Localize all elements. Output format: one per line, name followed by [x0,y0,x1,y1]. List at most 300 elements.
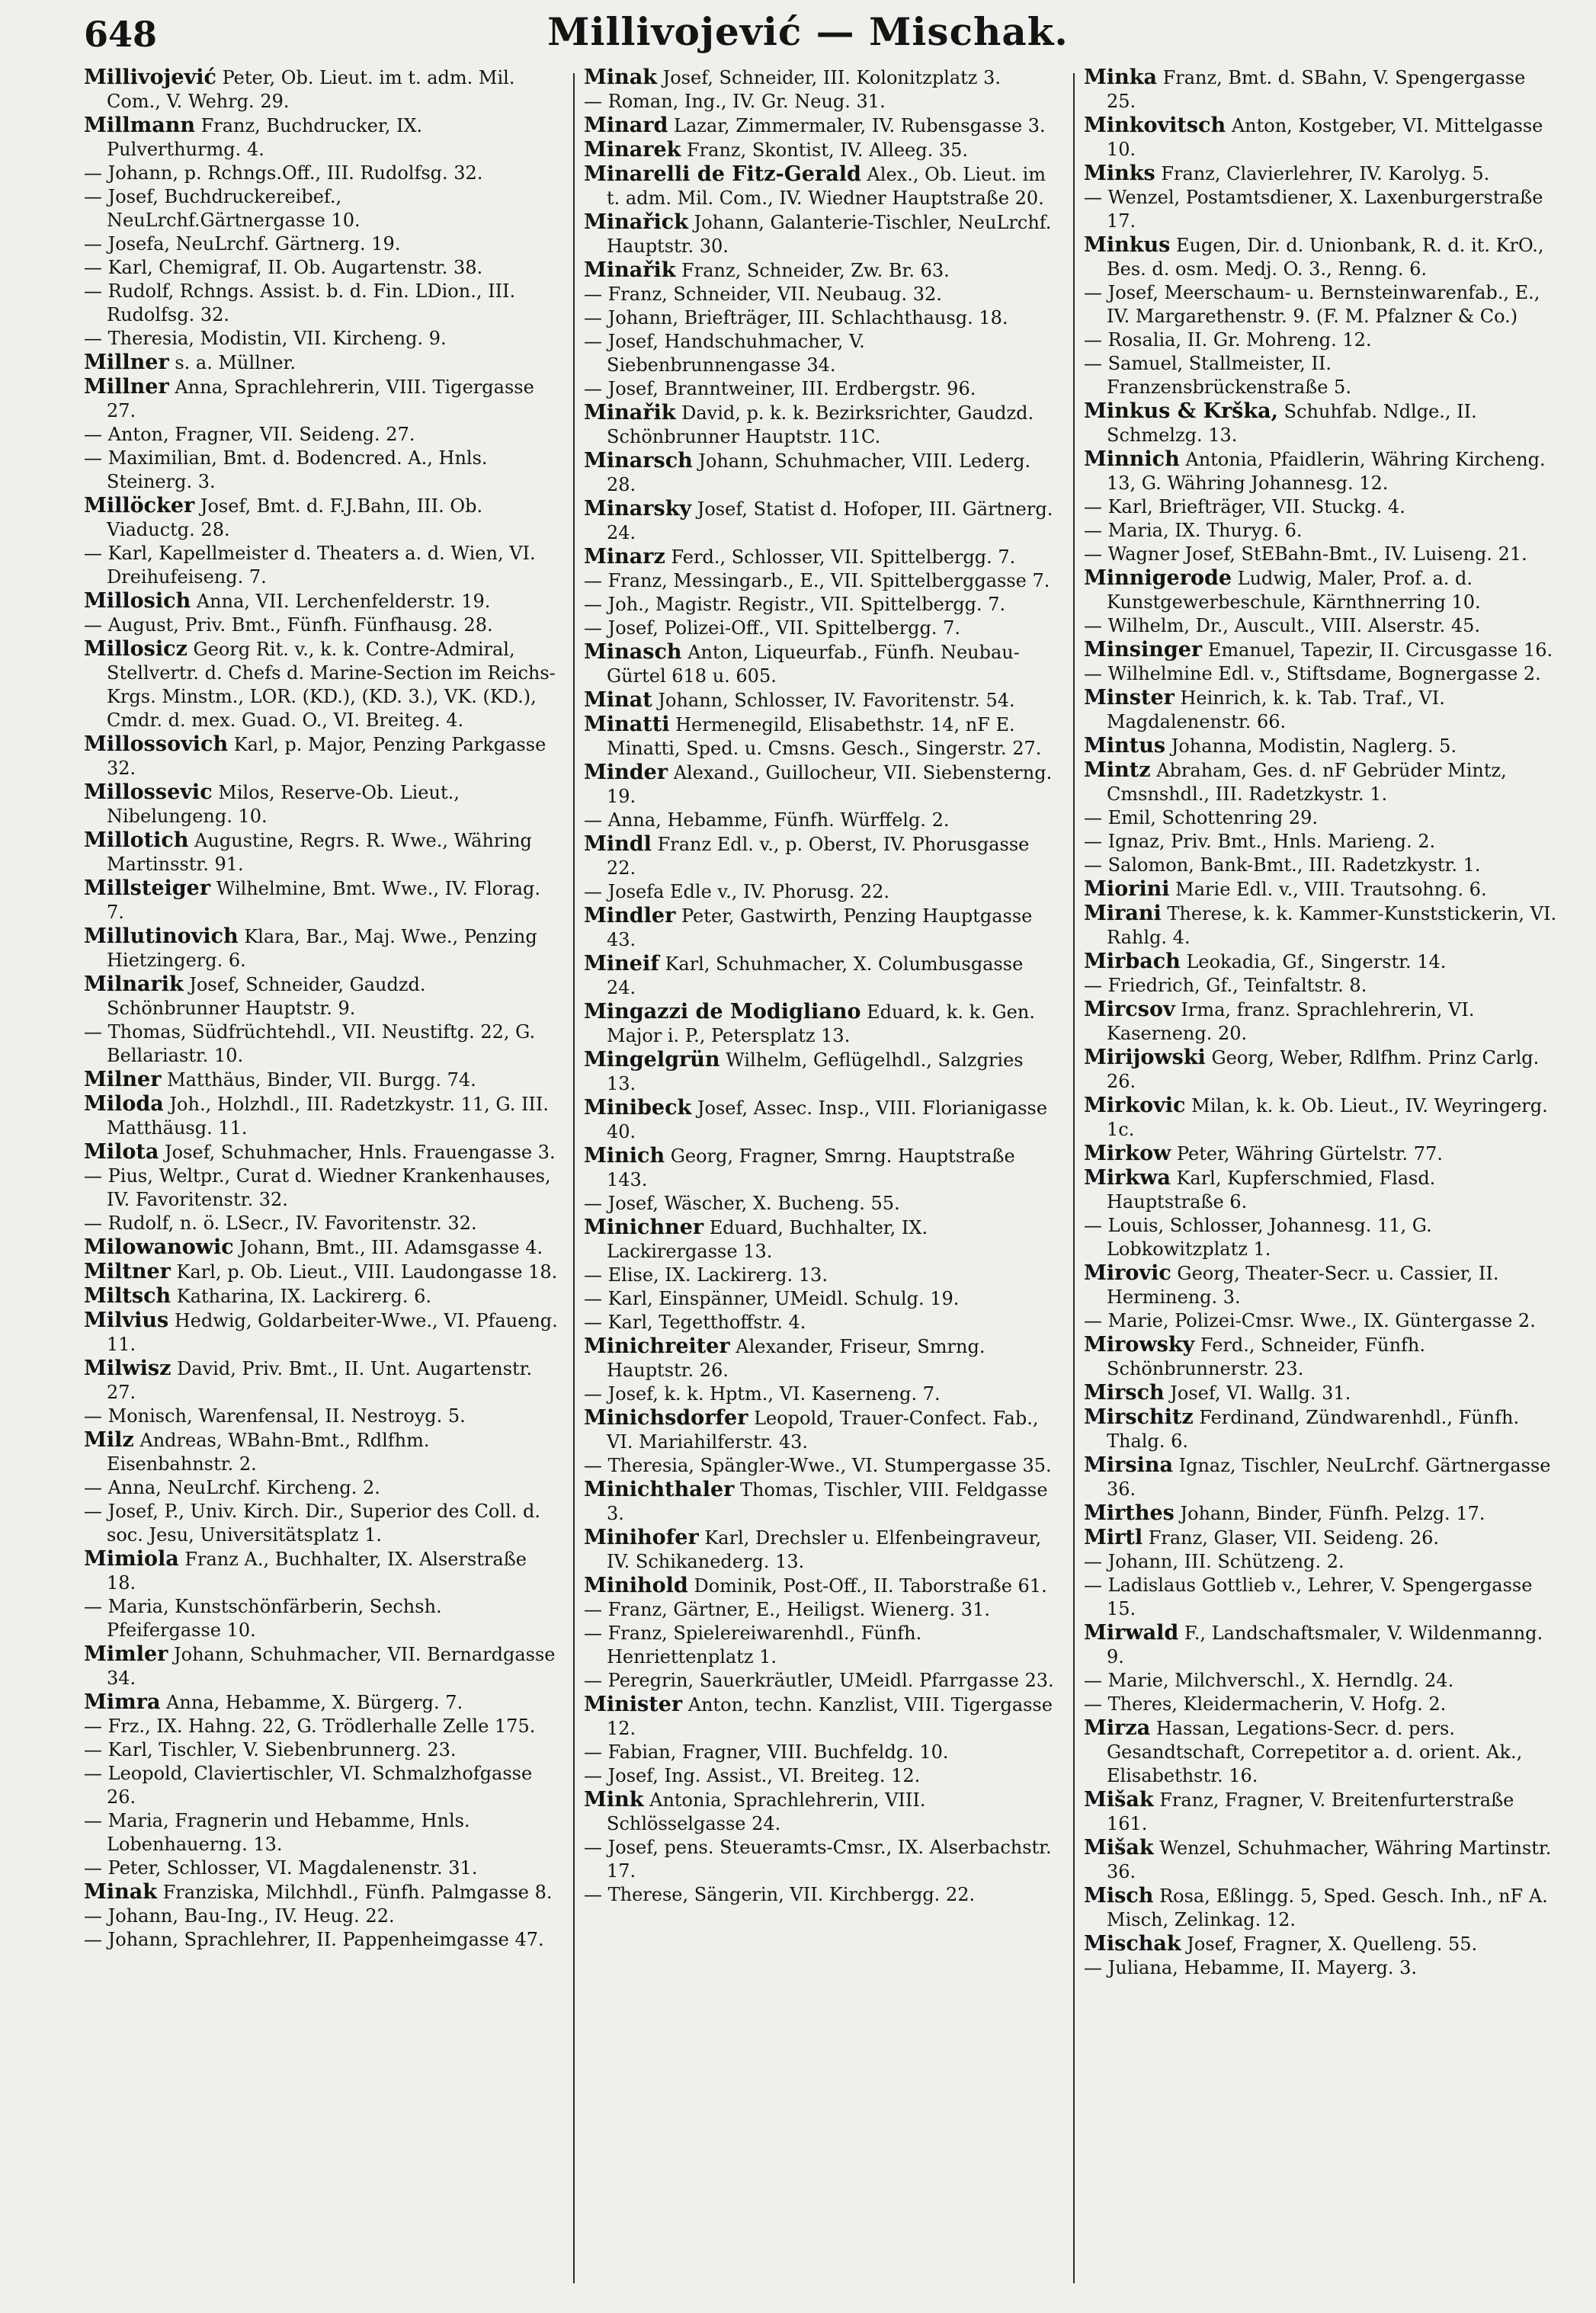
directory-entry [1084,877,1558,902]
entry-text: — Franz, Gärtner, E., Heiligst. Wienerg. 31. [584,1599,990,1620]
directory-entry [584,809,1058,832]
entry-surname: Millotich [84,828,189,852]
directory-entry [1084,66,1558,114]
entry-text: — August, Priv. Bmt., Fünfh. Fünfhausg. 28. [84,614,493,636]
directory-entry [84,1476,558,1500]
directory-entry [84,375,558,423]
directory-entry [584,1048,1058,1096]
entry-text: Hedwig, Goldarbeiter-Wwe., VI. Pfaueng. 11. [107,1310,558,1355]
directory-entry [1084,686,1558,734]
directory-entry [1084,543,1558,566]
entry-text: Franz, Clavierlehrer, IV. Karolyg. 5. [1161,163,1490,184]
directory-entry [584,1574,1058,1598]
entry-text: Hermenegild, Elisabethstr. 14, nF E. Minatti, Sped. u. Cmsns. Gesch., Singerstr. 27. [607,714,1042,759]
directory-entry [84,589,558,613]
directory-entry [1084,328,1558,352]
directory-entry [84,1092,558,1140]
entry-surname: Mirovic [1084,1261,1171,1285]
entry-text: Ferdinand, Zündwarenhdl., Fünfh. Thalg. 6. [1107,1407,1520,1452]
entry-text: Hassan, Legations-Secr. d. pers. Gesandtschaft, Correpetitor a. d. orient. Ak., Elisabethstr. 16. [1107,1718,1523,1786]
entry-surname: Mirowsky [1084,1333,1195,1357]
entry-surname: Mischak [1084,1932,1181,1956]
entry-surname: Minat [584,688,652,712]
entry-text: — Johann, Sprachlehrer, II. Pappenheimgasse 47. [84,1929,544,1950]
directory-entry [584,66,1058,90]
entry-surname: Mirschitz [1084,1405,1194,1429]
directory-entry [584,210,1058,258]
entry-text: — Rosalia, II. Gr. Mohreng. 12. [1084,329,1372,351]
entry-text: — Wilhelmine Edl. v., Stiftsdame, Bognergasse 2. [1084,663,1541,684]
directory-entry [84,732,558,780]
entry-text: Anna, Sprachlehrerin, VIII. Tigergasse 27. [107,376,534,421]
entry-text: — Frz., IX. Hahng. 22, G. Trödlerhalle Zelle 175. [84,1716,536,1737]
entry-surname: Minařik [584,401,676,424]
entry-surname: Miloda [84,1092,164,1116]
entry-surname: Mirthes [1084,1501,1175,1525]
entry-text: Rosa, Eßlingg. 5, Sped. Gesch. Inh., nF A. Misch, Zelinkag. 12. [1107,1885,1548,1930]
directory-entry [1084,1836,1558,1884]
entry-text: Anton, techn. Kanzlist, VIII. Tigergasse 12. [607,1694,1053,1739]
entry-surname: Milwisz [84,1357,171,1380]
entry-text: — Salomon, Bank-Bmt., III. Radetzkystr. 1. [1084,854,1481,876]
entry-text: Dominik, Post-Off., II. Taborstraße 61. [694,1575,1047,1597]
entry-text: Josef, Assec. Insp., VIII. Florianigasse 40. [607,1097,1048,1142]
entry-text: — Marie, Polizei-Cmsr. Wwe., IX. Güntergasse 2. [1084,1310,1536,1331]
entry-text: — Fabian, Fragner, VIII. Buchfeldg. 10. [584,1741,949,1763]
entry-text: — Marie, Milchverschl., X. Herndlg. 24. [1084,1670,1454,1691]
entry-surname: Mirtl [1084,1526,1143,1549]
entry-text: Franz Edl. v., p. Oberst, IV. Phorusgasse 22. [607,834,1030,879]
entry-surname: Mingelgrün [584,1048,720,1072]
directory-entry [1084,1261,1558,1309]
directory-entry [84,114,558,162]
directory-entry [584,1287,1058,1311]
directory-entry [584,904,1058,952]
entry-surname: Minarz [584,545,665,569]
entry-surname: Minkovitsch [1084,114,1226,137]
entry-text: — Franz, Schneider, VII. Neubaug. 32. [584,284,942,305]
entry-text: — Juliana, Hebamme, II. Mayerg. 3. [1084,1957,1418,1978]
entry-text: — Maria, Kunstschönfärberin, Sechsh. Pfeifergasse 10. [84,1596,442,1641]
directory-entry [84,637,558,732]
directory-entry [1084,1142,1558,1166]
entry-text: — Josef, Wäscher, X. Bucheng. 55. [584,1193,900,1214]
entry-text: — Karl, Chemigraf, II. Ob. Augartenstr. 38. [84,257,483,278]
entry-text: Heinrich, k. k. Tab. Traf., VI. Magdalenenstr. 66. [1107,687,1445,732]
directory-entry [584,1478,1058,1526]
entry-surname: Millivojević [84,66,216,89]
column-rule [1073,73,1075,2283]
entry-text: Josef, Schneider, Gaudzd. Schönbrunner Hauptstr. 9. [107,974,426,1019]
directory-entry [84,1405,558,1428]
directory-entry [584,162,1058,210]
entry-text: — Wagner Josef, StEBahn-Bmt., IV. Luiseng. 21. [1084,543,1527,565]
entry-surname: Mimiola [84,1547,179,1571]
entry-surname: Mircsov [1084,998,1175,1021]
entry-text: Franz, Fragner, V. Breitenfurterstraße 161. [1107,1789,1514,1834]
directory-entry [84,1547,558,1595]
directory-entry [584,1406,1058,1454]
directory-entry [1084,519,1558,543]
entry-surname: Minder [584,761,668,784]
entry-surname: Mirsch [1084,1381,1165,1405]
entry-surname: Millossovich [84,732,229,756]
entry-surname: Mindl [584,832,652,856]
entry-text: Eduard, k. k. Gen. Major i. P., Petersplatz 13. [607,1001,1035,1046]
entry-text: Joh., Holzhdl., III. Radetzkystr. 11, G. III. Matthäusg. 11. [107,1094,550,1139]
directory-entry [84,447,558,494]
entry-text: Ferd., Schneider, Fünfh. Schönbrunnerstr. 23. [1107,1334,1425,1379]
entry-text: Klara, Bar., Maj. Wwe., Penzing Hietzingerg. 6. [107,926,537,971]
entry-surname: Minarsch [584,449,693,473]
entry-text: Georg, Fragner, Smrng. Hauptstraße 143. [607,1145,1015,1190]
entry-surname: Millmann [84,114,195,137]
directory-entry [84,1428,558,1476]
entry-surname: Minnigerode [1084,566,1232,590]
directory-entry [1084,1884,1558,1932]
entry-text: — Wilhelm, Dr., Auscult., VIII. Alserstr. 45. [1084,615,1481,636]
directory-entry [1084,114,1558,162]
entry-surname: Milner [84,1068,162,1091]
entry-text: — Theres, Kleidermacherin, V. Hofg. 2. [1084,1693,1447,1715]
entry-text: Franz, Bmt. d. SBahn, V. Spengergasse 25. [1107,67,1526,112]
entry-surname: Minichsdorfer [584,1406,748,1430]
entry-text: Johann, Schuhmacher, VII. Bernardgasse 34. [107,1644,556,1689]
directory-entry [1084,1550,1558,1574]
directory-entry [84,1928,558,1952]
directory-entry [584,114,1058,138]
directory-entry [584,258,1058,283]
entry-text: — Leopold, Claviertischler, VI. Schmalzhofgasse 26. [84,1763,533,1808]
entry-surname: Millner [84,351,169,374]
entry-surname: Miorini [1084,877,1170,901]
directory-entry [84,1738,558,1762]
directory-entry [1084,662,1558,686]
entry-surname: Minařik [584,258,676,282]
entry-text: Johann, Schlosser, IV. Favoritenstr. 54. [658,690,1015,711]
entry-surname: Minka [1084,66,1157,89]
entry-surname: Mirani [1084,902,1162,925]
entry-text: Anna, Hebamme, X. Bürgerg. 7. [166,1692,463,1713]
entry-text: Ludwig, Maler, Prof. a. d. Kunstgewerbeschule, Kärnthnerring 10. [1107,568,1481,613]
directory-entry [84,423,558,447]
directory-entry [1084,734,1558,758]
entry-text: Johann, Galanterie-Tischler, NeuLrchf. Hauptstr. 30. [607,212,1052,257]
directory-entry [84,1309,558,1357]
directory-entry [584,617,1058,640]
entry-text: — Joh., Magistr. Registr., VII. Spittelbergg. 7. [584,594,1006,615]
entry-surname: Mimler [84,1642,168,1666]
entry-text: — Karl, Kapellmeister d. Theaters a. d. Wien, VI. Dreihufeiseng. 7. [84,543,536,588]
entry-surname: Millutinovich [84,924,239,948]
page-number: 648 [84,14,158,55]
directory-entry [584,449,1058,497]
entry-text: — Josef, k. k. Hptm., VI. Kaserneng. 7. [584,1383,941,1405]
entry-text: — Louis, Schlosser, Johannesg. 11, G. Lobkowitzplatz 1. [1084,1215,1432,1260]
directory-entry [1084,495,1558,519]
directory-entry [1084,998,1558,1046]
entry-surname: Mišak [1084,1788,1154,1812]
entry-surname: Minister [584,1693,683,1716]
columns-area [84,66,1555,2299]
directory-entry [1084,758,1558,806]
page-header [84,9,1532,70]
directory-entry [84,1642,558,1690]
entry-text: Andreas, WBahn-Bmt., Rdlfhm. Eisenbahnstr. 2. [107,1430,430,1475]
entry-text: Emanuel, Tapezir, II. Circusgasse 16. [1207,639,1553,661]
entry-text: — Josef, Ing. Assist., VI. Breiteg. 12. [584,1765,921,1786]
directory-entry [584,569,1058,593]
entry-text: — Josef, Handschuhmacher, V. Siebenbrunnengasse 34. [584,331,865,376]
directory-entry [84,1500,558,1547]
entry-surname: Minnich [1084,447,1180,471]
directory-entry [584,90,1058,114]
directory-entry [1084,1094,1558,1142]
entry-text: Josef, Schneider, III. Kolonitzplatz 3. [662,67,1001,88]
directory-entry [584,1264,1058,1287]
directory-entry [584,1741,1058,1764]
entry-text: — Karl, Einspänner, UMeidl. Schulg. 19. [584,1288,960,1309]
directory-entry [84,1856,558,1880]
directory-entry [1084,1574,1558,1621]
directory-entry [84,780,558,828]
entry-surname: Mirkovic [1084,1094,1186,1117]
directory-entry [84,1595,558,1642]
entry-surname: Minarek [584,138,681,162]
entry-surname: Minichner [584,1216,704,1239]
directory-entry [1084,566,1558,614]
entry-surname: Minihold [584,1574,688,1597]
entry-surname: Minkus [1084,233,1171,257]
entry-text: David, Priv. Bmt., II. Unt. Augartenstr. 27. [107,1358,533,1403]
directory-entry [584,545,1058,569]
directory-entry [584,1836,1058,1883]
entry-text: Leokadia, Gf., Singerstr. 14. [1186,951,1447,972]
entry-surname: Mirsina [1084,1453,1173,1477]
entry-surname: Minichthaler [584,1478,735,1501]
entry-text: — Rudolf, Rchngs. Assist. b. d. Fin. LDion., III. Rudolfsg. 32. [84,280,516,325]
entry-text: — Friedrich, Gf., Teinfaltstr. 8. [1084,975,1367,996]
directory-entry [584,1000,1058,1048]
directory-entry [84,876,558,924]
entry-surname: Mirbach [1084,950,1181,973]
entry-text: — Johann, p. Rchngs.Off., III. Rudolfsg. 32. [84,162,483,184]
entry-text: — Theresia, Modistin, VII. Kircheng. 9. [84,328,447,349]
directory-entry [584,1311,1058,1334]
directory-entry [84,1284,558,1309]
directory-entry [584,401,1058,449]
directory-entry [1084,1309,1558,1333]
entry-text: Irma, franz. Sprachlehrerin, VI. Kaserneng. 20. [1107,999,1475,1044]
directory-entry [584,1192,1058,1216]
directory-entry [1084,974,1558,998]
directory-entry [584,497,1058,545]
entry-text: Karl, p. Ob. Lieut., VIII. Laudongasse 18. [176,1261,558,1283]
entry-text: Matthäus, Binder, VII. Burgg. 74. [167,1069,476,1091]
entry-text: Johann, Binder, Fünfh. Pelzg. 17. [1180,1503,1485,1524]
entry-surname: Millsteiger [84,876,211,900]
entry-text: — Josef, P., Univ. Kirch. Dir., Superior des Coll. d. soc. Jesu, Universitätsplatz 1. [84,1501,540,1546]
entry-text: Franz A., Buchhalter, IX. Alserstraße 18. [107,1549,527,1594]
entry-surname: Mirwald [1084,1621,1179,1645]
directory-entry [584,1622,1058,1669]
directory-entry [84,1690,558,1715]
entry-text: Anna, VII. Lerchenfelderstr. 19. [196,591,491,612]
entry-text: Eugen, Dir. d. Unionbank, R. d. it. KrO., Bes. d. osm. Medj. O. 3., Renng. 6. [1107,235,1544,280]
directory-entry [584,1144,1058,1192]
directory-entry [1084,950,1558,974]
entry-text: David, p. k. k. Bezirksrichter, Gaudzd. Schönbrunner Hauptstr. 11C. [607,402,1034,447]
directory-entry [584,1669,1058,1693]
entry-text: Katharina, IX. Lackirerg. 6. [176,1286,432,1307]
directory-entry [84,1905,558,1928]
directory-entry [584,330,1058,377]
directory-entry [584,1883,1058,1907]
running-head: Millivojević — Mischak. [547,9,1069,54]
entry-surname: Minard [584,114,668,137]
directory-entry [84,66,558,114]
directory-entry [584,952,1058,1000]
entry-surname: Misch [1084,1884,1154,1908]
directory-entry [584,832,1058,880]
entry-text: Josef, VI. Wallg. 31. [1170,1382,1351,1404]
directory-entry [1084,1932,1558,1956]
entry-surname: Mintus [1084,734,1166,758]
entry-text: Johann, Schuhmacher, VIII. Lederg. 28. [607,450,1031,495]
entry-text: Peter, Ob. Lieut. im t. adm. Mil. Com., V. Wehrg. 29. [107,67,515,112]
entry-surname: Minkus & Krška, [1084,399,1278,423]
directory-entry [1084,1381,1558,1405]
directory-entry [584,377,1058,401]
column-2 [584,66,1058,2299]
directory-entry [1084,352,1558,399]
entry-text: — Thomas, Südfrüchtehdl., VII. Neustiftg. 22, G. Bellariastr. 10. [84,1021,536,1066]
column-1 [84,66,558,2299]
entry-surname: Mišak [1084,1836,1154,1860]
entry-surname: Milz [84,1428,134,1452]
entry-surname: Minařick [584,210,688,234]
directory-entry [84,1235,558,1260]
entry-text: Karl, Drechsler u. Elfenbeingraveur, IV. Schikanederg. 13. [607,1527,1042,1572]
directory-entry [84,351,558,375]
entry-text: — Johann, Bau-Ing., IV. Heug. 22. [84,1905,395,1927]
entry-text: — Josefa Edle v., IV. Phorusg. 22. [584,881,889,902]
entry-surname: Minihofer [584,1526,699,1549]
entry-text: — Johann, Briefträger, III. Schlachthausg. 18. [584,307,1008,328]
entry-text: Alexander, Friseur, Smrng. Hauptstr. 26. [607,1336,985,1381]
entry-surname: Milota [84,1140,159,1164]
entry-text: Karl, Kupferschmied, Flasd. Hauptstraße 6. [1107,1168,1436,1213]
entry-text: F., Landschaftsmaler, V. Wildenmanng. 9. [1107,1623,1543,1667]
directory-entry [84,1212,558,1235]
directory-entry [1084,806,1558,830]
directory-entry [1084,186,1558,233]
column-3 [1084,66,1558,2299]
entry-text: Ignaz, Tischler, NeuLrchf. Gärtnergasse 36. [1107,1455,1551,1500]
directory-entry [84,185,558,232]
directory-entry [84,1880,558,1905]
directory-entry [1084,1046,1558,1094]
entry-text: — Samuel, Stallmeister, II. Franzensbrückenstraße 5. [1084,353,1351,398]
entry-text: Franz, Skontist, IV. Alleeg. 35. [687,139,969,161]
directory-entry [1084,1693,1558,1716]
entry-text: — Maximilian, Bmt. d. Bodencred. A., Hnls. Steinerg. 3. [84,447,488,492]
entry-text: Anton, Liqueurfab., Fünfh. Neubau-Gürtel 618 u. 605. [607,642,1020,687]
entry-text: — Anna, Hebamme, Fünfh. Würffelg. 2. [584,809,950,831]
entry-text: — Monisch, Warenfensal, II. Nestroyg. 5. [84,1405,466,1427]
entry-text: Abraham, Ges. d. nF Gebrüder Mintz, Cmsnshdl., III. Radetzkystr. 1. [1107,760,1507,805]
directory-entry [1084,1621,1558,1669]
entry-surname: Minks [1084,162,1155,185]
directory-entry [584,283,1058,306]
entry-text: — Josef, Meerschaum- u. Bernsteinwarenfab., E., IV. Margarethenstr. 9. (F. M. Pfalzner & Co.) [1084,282,1540,327]
directory-entry [584,1788,1058,1836]
directory-entry [584,640,1058,688]
entry-text: Karl, p. Major, Penzing Parkgasse 32. [107,734,546,779]
directory-entry [584,138,1058,162]
directory-entry [1084,162,1558,186]
entry-text: Peter, Währing Gürtelstr. 77. [1176,1143,1443,1165]
directory-entry [584,688,1058,713]
directory-entry [84,256,558,280]
entry-text: — Josefa, NeuLrchf. Gärtnerg. 19. [84,233,401,255]
entry-text: Franz, Glaser, VII. Seideng. 26. [1148,1527,1439,1549]
entry-text: Wilhelm, Geflügelhdl., Salzgries 13. [607,1049,1024,1094]
directory-entry [1084,233,1558,281]
entry-surname: Milvius [84,1309,169,1332]
entry-surname: Mineif [584,952,659,975]
entry-surname: Mingazzi de Modigliano [584,1000,861,1024]
entry-text: Franziska, Milchhdl., Fünfh. Palmgasse 8. [162,1882,553,1903]
entry-surname: Mirkwa [1084,1166,1171,1190]
entry-text: — Peregrin, Sauerkräutler, UMeidl. Pfarrgasse 23. [584,1670,1054,1691]
entry-surname: Miltsch [84,1284,171,1308]
entry-text: Karl, Schuhmacher, X. Columbusgasse 24. [607,953,1024,998]
entry-surname: Mirza [1084,1716,1151,1740]
entry-text: — Pius, Weltpr., Curat d. Wiedner Krankenhauses, IV. Favoritenstr. 32. [84,1165,551,1210]
entry-text: — Anton, Fragner, VII. Seideng. 27. [84,424,415,445]
entry-text: — Karl, Briefträger, VII. Stuckg. 4. [1084,496,1405,517]
directory-entry [84,1165,558,1212]
entry-text: — Therese, Sängerin, VII. Kirchbergg. 22. [584,1884,976,1905]
entry-text: Augustine, Regrs. R. Wwe., Währing Martinsstr. 91. [107,830,532,875]
entry-text: Georg, Weber, Rdlfhm. Prinz Carlg. 26. [1107,1047,1540,1092]
directory-entry [584,880,1058,904]
directory-entry [1084,1716,1558,1788]
directory-entry [1084,1453,1558,1501]
entry-surname: Mimra [84,1690,161,1714]
directory-entry [84,232,558,256]
entry-text: Marie Edl. v., VIII. Trautsohng. 6. [1175,879,1487,900]
entry-text: Josef, Fragner, X. Quelleng. 55. [1187,1933,1478,1955]
entry-text: — Theresia, Spängler-Wwe., VI. Stumpergasse 35. [584,1455,1052,1476]
entry-text: — Maria, Fragnerin und Hebamme, Hnls. Lobenhauerng. 13. [84,1810,470,1855]
directory-entry [84,1020,558,1068]
directory-entry [584,593,1058,617]
entry-text: — Maria, IX. Thuryg. 6. [1084,520,1303,541]
directory-entry [1084,1333,1558,1381]
directory-entry [584,306,1058,330]
entry-text: Josef, Statist d. Hofoper, III. Gärtnerg. 24. [607,498,1053,543]
entry-text: — Karl, Tegetthoffstr. 4. [584,1312,806,1333]
entry-text: Georg Rit. v., k. k. Contre-Admiral, Stellvertr. d. Chefs d. Marine-Section im Reichs-Krgs. Minstm., LOR. (KD.), (KD. 3.), VK. (KD.), Cmdr. d. mex. Guad. O., VI. Breiteg. 4. [107,639,556,731]
entry-surname: Minich [584,1144,665,1168]
entry-surname: Minsinger [1084,638,1203,662]
directory-entry [84,327,558,351]
directory-entry [1084,1166,1558,1214]
entry-text: Schuhfab. Ndlge., II. Schmelzg. 13. [1107,401,1477,446]
entry-text: Franz, Buchdrucker, IX. Pulverthurmg. 4. [107,115,423,160]
